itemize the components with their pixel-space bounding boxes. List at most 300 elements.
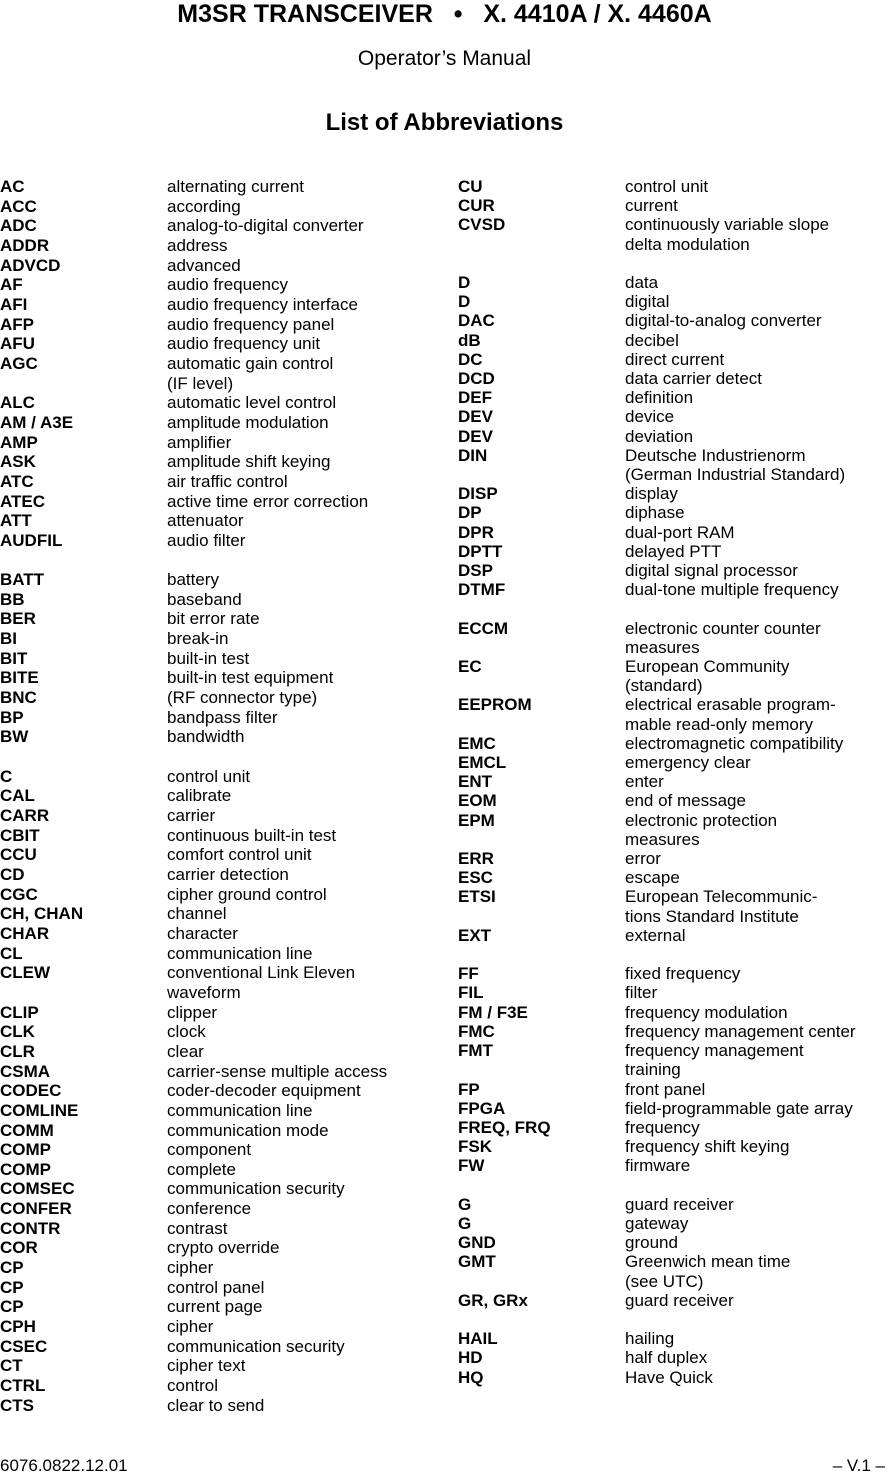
abbreviation-term: CLK	[0, 1022, 35, 1042]
abbreviation-term: EMC	[458, 733, 496, 753]
abbreviation-entry	[0, 1199, 440, 1219]
abbreviation-term: DEF	[458, 388, 492, 408]
abbreviation-term: BB	[0, 589, 25, 609]
abbreviation-term: DC	[458, 349, 483, 369]
abbreviation-entry	[458, 561, 889, 580]
abbreviation-term: BI	[0, 629, 17, 649]
abbreviation-term: ADVCD	[0, 255, 61, 275]
abbreviation-group	[0, 570, 440, 747]
abbreviation-definition: complete	[167, 1159, 236, 1179]
abbreviation-definition: Greenwich mean time (see UTC)	[625, 1252, 791, 1291]
abbreviation-entry	[0, 708, 440, 728]
abbreviation-term: FPGA	[458, 1098, 506, 1118]
abbreviation-term: FM / F3E	[458, 1002, 528, 1022]
abbreviation-term: COMP	[0, 1140, 51, 1160]
abbreviation-entry	[458, 273, 889, 292]
abbreviation-definition: electronic counter counter measures	[625, 618, 821, 657]
abbreviation-term: CSMA	[0, 1061, 51, 1081]
abbreviation-entry	[458, 503, 889, 522]
abbreviation-definition: filter	[625, 983, 658, 1003]
abbreviation-entry	[458, 1080, 889, 1099]
abbreviation-definition: European Telecommunic- tions Standard Institute	[625, 887, 818, 926]
abbreviation-term: CONTR	[0, 1218, 61, 1238]
abbreviation-term: DPR	[458, 522, 494, 542]
abbreviation-definition: continuous built-in test	[167, 825, 337, 845]
abbreviation-entry	[458, 388, 889, 407]
abbreviation-definition: control	[167, 1376, 219, 1396]
abbreviation-definition: definition	[625, 388, 694, 408]
abbreviation-definition: delayed PTT	[625, 541, 722, 561]
abbreviation-term: CGC	[0, 884, 38, 904]
abbreviation-entry	[458, 657, 889, 695]
section-heading: List of Abbreviations	[325, 109, 564, 136]
abbreviation-entry	[0, 963, 440, 1002]
abbreviation-definition: electrical erasable program- mable read-only memory	[625, 695, 836, 734]
abbreviation-term: COR	[0, 1238, 38, 1258]
abbreviations-column-left	[0, 177, 440, 1435]
abbreviation-entry	[0, 590, 440, 610]
abbreviation-entry	[458, 1118, 889, 1137]
abbreviation-definition: clock	[167, 1022, 206, 1042]
abbreviation-term: COMSEC	[0, 1179, 75, 1199]
abbreviation-entry	[0, 629, 440, 649]
abbreviation-definition: European Community (standard)	[625, 657, 790, 696]
abbreviation-definition: air traffic control	[167, 471, 288, 491]
abbreviation-definition: (RF connector type)	[167, 688, 318, 708]
abbreviation-definition: display	[625, 484, 678, 504]
abbreviation-definition: break-in	[167, 629, 229, 649]
abbreviation-definition: frequency modulation	[625, 1002, 788, 1022]
abbreviation-entry	[458, 1214, 889, 1233]
abbreviation-term: CH, CHAN	[0, 904, 84, 924]
abbreviation-group	[458, 177, 889, 254]
abbreviation-term: HAIL	[458, 1329, 498, 1349]
abbreviation-entry	[0, 1179, 440, 1199]
abbreviation-entry	[458, 1195, 889, 1214]
abbreviation-term: FREQ, FRQ	[458, 1117, 551, 1137]
abbreviation-definition: communication line	[167, 1100, 313, 1120]
abbreviation-definition: Deutsche Industrienorm (German Industrial Standard)	[625, 445, 846, 485]
abbreviation-definition: fixed frequency	[625, 964, 741, 984]
abbreviation-definition: electromagnetic compatibility	[625, 733, 844, 753]
abbreviation-entry	[0, 845, 440, 865]
abbreviation-term: CLIP	[0, 1002, 39, 1022]
abbreviation-definition: according	[167, 196, 241, 216]
abbreviation-entry	[458, 427, 889, 446]
abbreviation-entry	[0, 472, 440, 492]
abbreviation-term: ACC	[0, 196, 37, 216]
abbreviation-definition: component	[167, 1140, 252, 1160]
abbreviation-term: AM / A3E	[0, 412, 74, 432]
abbreviation-term: BNC	[0, 688, 37, 708]
abbreviation-entry	[0, 885, 440, 905]
abbreviation-definition: cipher	[167, 1317, 214, 1337]
abbreviation-definition: amplifier	[167, 432, 232, 452]
abbreviation-definition: audio frequency panel	[167, 314, 335, 334]
abbreviation-term: FMC	[458, 1021, 495, 1041]
abbreviation-term: FSK	[458, 1137, 492, 1157]
abbreviation-definition: direct current	[625, 349, 725, 369]
abbreviation-entry	[458, 1137, 889, 1156]
abbreviation-term: AFI	[0, 294, 28, 314]
abbreviation-entry	[458, 695, 889, 733]
abbreviation-definition: automatic level control	[167, 393, 337, 413]
abbreviation-term: GMT	[458, 1252, 496, 1272]
abbreviation-definition: automatic gain control (IF level)	[167, 353, 334, 393]
abbreviation-entry	[0, 1022, 440, 1042]
abbreviation-term: DAC	[458, 311, 495, 331]
abbreviation-definition: comfort control unit	[167, 845, 312, 865]
abbreviation-entry	[458, 926, 889, 945]
abbreviation-entry	[0, 413, 440, 433]
abbreviation-entry	[0, 315, 440, 335]
abbreviation-entry	[0, 767, 440, 787]
abbreviation-term: CAL	[0, 786, 35, 806]
abbreviation-definition: cipher text	[167, 1356, 246, 1376]
abbreviation-definition: clear to send	[167, 1395, 265, 1415]
abbreviation-term: DP	[458, 503, 482, 523]
abbreviation-definition: bit error rate	[167, 609, 260, 629]
abbreviation-entry	[458, 1041, 889, 1079]
abbreviation-entry	[458, 446, 889, 484]
abbreviation-definition: device	[625, 407, 675, 427]
abbreviation-entry	[0, 511, 440, 531]
abbreviation-term: FP	[458, 1079, 480, 1099]
abbreviation-definition: alternating current	[167, 177, 305, 196]
abbreviation-definition: control unit	[167, 766, 251, 786]
abbreviation-definition: audio frequency unit	[167, 334, 321, 354]
abbreviation-entry	[0, 1238, 440, 1258]
abbreviation-term: BW	[0, 727, 29, 747]
abbreviation-entry	[458, 1099, 889, 1118]
abbreviation-definition: digital	[625, 292, 670, 312]
abbreviation-entry	[458, 1022, 889, 1041]
abbreviation-entry	[0, 1297, 440, 1317]
abbreviation-term: CP	[0, 1277, 24, 1297]
abbreviation-entry	[0, 1278, 440, 1298]
abbreviation-entry	[0, 295, 440, 315]
abbreviation-definition: clipper	[167, 1002, 218, 1022]
abbreviation-group	[458, 273, 889, 599]
abbreviation-entry	[458, 964, 889, 983]
abbreviation-entry	[0, 609, 440, 629]
abbreviation-definition: advanced	[167, 255, 241, 275]
abbreviation-entry	[458, 1233, 889, 1252]
abbreviation-term: BER	[0, 609, 36, 629]
abbreviation-definition: firmware	[625, 1156, 691, 1176]
abbreviation-definition: escape	[625, 868, 680, 888]
abbreviation-definition: dual-tone multiple frequency	[625, 580, 839, 600]
abbreviation-definition: current page	[167, 1297, 263, 1317]
abbreviation-term: CLR	[0, 1041, 35, 1061]
abbreviation-definition: conventional Link Eleven waveform	[167, 963, 356, 1002]
abbreviation-entry	[458, 196, 889, 215]
abbreviation-entry	[0, 806, 440, 826]
abbreviation-definition: contrast	[167, 1218, 228, 1238]
abbreviation-entry	[458, 1252, 889, 1290]
document-title: M3SR TRANSCEIVER • X. 4410A / X. 4460A	[177, 0, 712, 28]
abbreviation-definition: half duplex	[625, 1348, 708, 1368]
abbreviation-term: ATT	[0, 511, 32, 531]
abbreviation-definition: communication mode	[167, 1120, 329, 1140]
abbreviation-term: AFP	[0, 314, 34, 334]
abbreviation-term: CPH	[0, 1317, 36, 1337]
abbreviation-definition: control panel	[167, 1277, 265, 1297]
abbreviation-entry	[458, 1329, 889, 1348]
abbreviations-column-right	[458, 177, 889, 1406]
abbreviation-entry	[0, 256, 440, 276]
abbreviation-entry	[0, 570, 440, 590]
abbreviation-term: ASK	[0, 452, 36, 472]
abbreviation-entry	[0, 727, 440, 747]
abbreviation-entry	[0, 275, 440, 295]
abbreviation-term: BITE	[0, 668, 39, 688]
abbreviation-term: AMP	[0, 432, 38, 452]
abbreviation-definition: character	[167, 923, 238, 943]
abbreviation-entry	[0, 924, 440, 944]
abbreviation-entry	[458, 215, 889, 253]
abbreviation-definition: communication line	[167, 943, 313, 963]
document-subtitle: Operator’s Manual	[357, 47, 532, 70]
abbreviation-definition: communication security	[167, 1336, 345, 1356]
abbreviation-term: AFU	[0, 334, 35, 354]
abbreviation-definition: audio frequency	[167, 275, 288, 295]
abbreviation-entry	[0, 452, 440, 472]
abbreviation-term: EOM	[458, 791, 497, 811]
abbreviation-definition: address	[167, 235, 228, 255]
abbreviation-definition: digital-to-analog converter	[625, 311, 822, 331]
abbreviation-term: AC	[0, 177, 25, 196]
abbreviation-entry	[0, 1140, 440, 1160]
abbreviation-entry	[458, 1003, 889, 1022]
abbreviation-term: ATC	[0, 471, 34, 491]
abbreviation-entry	[458, 868, 889, 887]
abbreviation-entry	[0, 354, 440, 393]
abbreviation-group	[458, 964, 889, 1175]
abbreviation-entry	[0, 1396, 440, 1416]
abbreviation-entry	[0, 1160, 440, 1180]
abbreviation-term: FW	[458, 1156, 485, 1176]
abbreviation-entry	[458, 311, 889, 330]
abbreviation-entry	[0, 1376, 440, 1396]
abbreviation-entry	[0, 197, 440, 217]
abbreviation-entry	[458, 407, 889, 426]
abbreviation-definition: crypto override	[167, 1238, 280, 1258]
abbreviation-term: CT	[0, 1356, 23, 1376]
abbreviation-entry	[0, 1042, 440, 1062]
abbreviation-term: CTS	[0, 1395, 34, 1415]
abbreviation-entry	[0, 1121, 440, 1141]
abbreviation-definition: decibel	[625, 330, 679, 350]
abbreviation-term: ESC	[458, 868, 493, 888]
abbreviation-term: AUDFIL	[0, 530, 63, 550]
abbreviation-definition: amplitude modulation	[167, 412, 329, 432]
abbreviation-term: CODEC	[0, 1081, 62, 1101]
abbreviation-group	[458, 619, 889, 945]
abbreviation-term: DCD	[458, 369, 495, 389]
abbreviation-definition: channel	[167, 904, 227, 924]
abbreviation-term: FIL	[458, 983, 484, 1003]
abbreviation-entry	[0, 492, 440, 512]
abbreviation-entry	[458, 983, 889, 1002]
abbreviation-term: BATT	[0, 570, 45, 590]
abbreviation-term: dB	[458, 330, 481, 350]
abbreviation-definition: carrier detection	[167, 864, 289, 884]
abbreviation-entry	[0, 786, 440, 806]
abbreviation-definition: active time error correction	[167, 491, 369, 511]
abbreviation-definition: amplitude shift keying	[167, 452, 331, 472]
abbreviation-entry	[458, 292, 889, 311]
abbreviation-term: CHAR	[0, 923, 50, 943]
abbreviation-definition: cipher ground control	[167, 884, 327, 904]
abbreviation-definition: data	[625, 273, 659, 292]
abbreviation-definition: gateway	[625, 1213, 689, 1233]
abbreviation-term: DISP	[458, 484, 498, 504]
abbreviation-definition: built-in test equipment	[167, 668, 334, 688]
abbreviation-term: ATEC	[0, 491, 46, 511]
abbreviation-definition: baseband	[167, 589, 242, 609]
abbreviation-term: DEV	[458, 426, 493, 446]
abbreviation-entry	[0, 1356, 440, 1376]
abbreviation-term: CP	[0, 1297, 24, 1317]
abbreviation-entry	[0, 1081, 440, 1101]
abbreviation-term: CL	[0, 943, 23, 963]
abbreviation-term: D	[458, 292, 471, 312]
abbreviation-definition: emergency clear	[625, 753, 751, 773]
abbreviation-definition: enter	[625, 772, 664, 792]
abbreviation-entry	[458, 811, 889, 849]
abbreviation-definition: control unit	[625, 177, 709, 196]
abbreviation-term: EXT	[458, 925, 492, 945]
abbreviation-term: AF	[0, 275, 23, 295]
abbreviation-entry	[0, 688, 440, 708]
abbreviation-definition: hailing	[625, 1329, 675, 1349]
abbreviation-term: HD	[458, 1348, 483, 1368]
abbreviation-entry	[458, 791, 889, 810]
abbreviation-group	[0, 767, 440, 1416]
abbreviation-term: CD	[0, 864, 25, 884]
abbreviation-entry	[0, 393, 440, 413]
abbreviation-term: EMCL	[458, 753, 507, 773]
abbreviation-definition: communication security	[167, 1179, 345, 1199]
abbreviation-entry	[0, 1317, 440, 1337]
abbreviation-term: C	[0, 766, 13, 786]
abbreviation-term: CARR	[0, 806, 50, 825]
abbreviation-term: FMT	[458, 1041, 493, 1061]
abbreviation-group	[0, 177, 440, 550]
abbreviation-entry	[0, 668, 440, 688]
abbreviation-entry	[0, 944, 440, 964]
abbreviation-definition: digital signal processor	[625, 561, 798, 581]
abbreviation-term: BP	[0, 707, 24, 727]
abbreviation-definition: dual-port RAM	[625, 522, 735, 542]
abbreviation-definition: carrier-sense multiple access	[167, 1061, 388, 1081]
abbreviation-definition: bandpass filter	[167, 707, 278, 727]
abbreviation-definition: current	[625, 196, 678, 216]
abbreviation-term: ADC	[0, 216, 37, 236]
abbreviation-definition: frequency management center	[625, 1021, 856, 1041]
abbreviation-group	[458, 1195, 889, 1310]
abbreviation-entry	[458, 177, 889, 196]
abbreviation-term: DEV	[458, 407, 493, 427]
abbreviation-entry	[458, 619, 889, 657]
abbreviation-term: CONFER	[0, 1199, 72, 1219]
abbreviation-term: HQ	[458, 1367, 484, 1387]
abbreviation-term: EPM	[458, 810, 495, 830]
abbreviation-entry	[0, 1101, 440, 1121]
abbreviation-definition: coder-decoder equipment	[167, 1081, 361, 1101]
abbreviation-entry	[458, 849, 889, 868]
abbreviation-entry	[458, 580, 889, 599]
abbreviation-term: AGC	[0, 353, 38, 373]
abbreviation-definition: attenuator	[167, 511, 244, 531]
abbreviation-entry	[0, 334, 440, 354]
abbreviation-term: D	[458, 273, 471, 292]
abbreviation-entry	[0, 216, 440, 236]
abbreviation-entry	[458, 331, 889, 350]
abbreviation-entry	[0, 904, 440, 924]
abbreviation-definition: diphase	[625, 503, 685, 523]
abbreviation-term: COMM	[0, 1120, 54, 1140]
abbreviation-definition: guard receiver	[625, 1194, 734, 1214]
abbreviation-term: BIT	[0, 648, 28, 668]
abbreviation-entry	[0, 826, 440, 846]
abbreviation-term: ALC	[0, 393, 35, 413]
abbreviation-entry	[458, 1291, 889, 1310]
abbreviation-definition: electronic protection measures	[625, 810, 778, 849]
abbreviation-definition: front panel	[625, 1079, 706, 1099]
abbreviation-entry	[0, 177, 440, 197]
abbreviation-definition: conference	[167, 1199, 252, 1219]
abbreviation-term: GR, GRx	[458, 1290, 528, 1310]
abbreviation-term: EEPROM	[458, 695, 532, 715]
abbreviation-definition: error	[625, 849, 661, 869]
abbreviation-term: CVSD	[458, 215, 506, 235]
abbreviation-definition: frequency management training	[625, 1041, 804, 1080]
abbreviation-definition: end of message	[625, 791, 746, 811]
abbreviation-term: EC	[458, 657, 482, 677]
abbreviation-term: COMP	[0, 1159, 51, 1179]
abbreviation-definition: audio frequency interface	[167, 294, 358, 314]
abbreviation-definition: bandwidth	[167, 727, 245, 747]
page-version: – V.1 –	[832, 1456, 885, 1475]
abbreviation-term: ETSI	[458, 887, 496, 907]
abbreviation-term: CLEW	[0, 963, 51, 983]
abbreviation-term: ENT	[458, 772, 492, 792]
abbreviation-definition: carrier	[167, 806, 216, 825]
abbreviation-definition: Have Quick	[625, 1367, 713, 1387]
abbreviation-term: G	[458, 1213, 472, 1233]
abbreviation-term: DPTT	[458, 541, 503, 561]
abbreviation-entry	[458, 1348, 889, 1367]
abbreviation-entry	[458, 350, 889, 369]
abbreviation-entry	[0, 1062, 440, 1082]
abbreviation-term: CU	[458, 177, 483, 196]
abbreviation-entry	[458, 523, 889, 542]
abbreviation-entry	[458, 734, 889, 753]
abbreviation-term: CSEC	[0, 1336, 48, 1356]
abbreviation-definition: analog-to-digital converter	[167, 216, 364, 236]
abbreviation-term: ADDR	[0, 235, 50, 255]
abbreviation-definition: deviation	[625, 426, 694, 446]
abbreviation-definition: audio filter	[167, 530, 246, 550]
document-number: 6076.0822.12.01	[0, 1456, 128, 1475]
abbreviation-term: CUR	[458, 196, 495, 216]
abbreviation-definition: guard receiver	[625, 1290, 734, 1310]
abbreviation-definition: cipher	[167, 1258, 214, 1278]
abbreviation-entry	[458, 369, 889, 388]
abbreviation-term: CTRL	[0, 1376, 46, 1396]
